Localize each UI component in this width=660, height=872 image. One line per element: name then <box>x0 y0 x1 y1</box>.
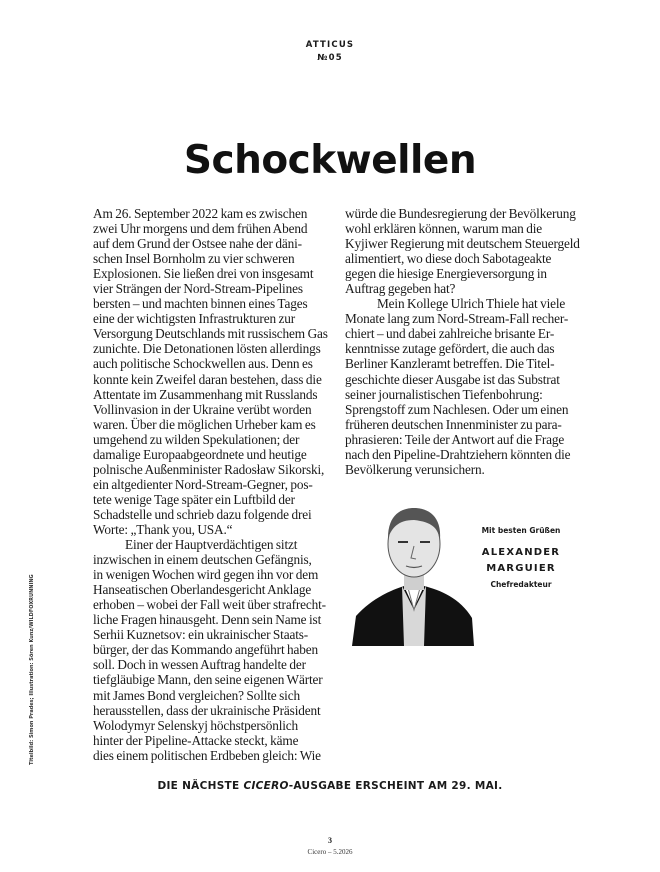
text-line: Kyjiwer Regierung mit deutschem Steuergeld <box>345 236 580 252</box>
text-line: polnische Außenminister Radosław Sikorski, <box>93 461 325 477</box>
text-line: bersten – und machten binnen eines Tages <box>93 296 308 312</box>
text-line: eine der wichtigsten Infrastrukturen zur <box>93 311 296 327</box>
text-line: umgehend zu wilden Spekulationen; der <box>93 431 300 447</box>
text-line: auch politische Schockwellen aus. Denn es <box>93 356 313 372</box>
text-line: Vollinvasion in der Ukraine verübt worden <box>93 401 312 417</box>
announcement-brand: CICERO <box>243 780 289 792</box>
text-line: Monate lang zum Nord-Stream-Fall recher- <box>345 311 569 327</box>
text-line: chiert – und dabei zahlreiche brisante Er- <box>345 326 555 342</box>
article-column-left <box>93 206 335 763</box>
text-line: Einer der Hauptverdächtigen sitzt <box>125 537 298 553</box>
text-line: damalige Europaabgeordnete und heutige <box>93 446 307 462</box>
text-line: auf dem Grund der Ostsee nahe der däni- <box>93 236 302 252</box>
text-line: in wenigen Wochen wird gegen ihn vor dem <box>93 567 319 583</box>
text-line: Auftrag gegeben hat? <box>345 281 456 297</box>
text-line: seiner journalistischen Tiefenbohrung: <box>345 386 543 402</box>
text-line: bürger, der das Kommando angeführt haben <box>93 642 319 658</box>
text-line: phrasieren: Teile der Antwort auf die Frage <box>345 431 565 447</box>
text-line: Schadstelle und schrieb dazu folgende drei <box>93 506 312 522</box>
text-line: inzwischen in einem deutschen Gefängnis, <box>93 552 312 568</box>
image-credit: Titelbild: Simon Prades; Illustration: Sören Kunz/WILDFOXRUNNING <box>29 574 35 765</box>
signature-greeting: Mit besten Grüßen <box>481 526 561 535</box>
signature-last-name: MARGUIER <box>486 563 556 574</box>
next-issue-announcement <box>0 780 660 792</box>
signature-role: Chefredakteur <box>490 580 552 589</box>
issue-label: Cicero – 5.2026 <box>307 848 353 856</box>
text-line: liche Fragen hinausgeht. Denn sein Name ist <box>93 612 322 628</box>
text-line: Berliner Kanzleramt betreffen. Die Titel- <box>345 356 555 372</box>
text-line: hinter der Pipeline-Attacke steckt, käme <box>93 732 299 748</box>
text-line: tiefgläubige Mann, den seine eigenen Wärter <box>93 672 323 688</box>
page-number: 3 <box>328 836 332 845</box>
text-line: Explosionen. Sie ließen drei von insgesamt <box>93 266 314 282</box>
page-title: Schockwellen <box>183 138 477 183</box>
text-line: alimentiert, wo diese doch Sabotageakte <box>345 251 552 267</box>
text-line: zwei Uhr morgens und dem frühen Abend <box>93 221 308 237</box>
text-line: würde die Bundesregierung der Bevölkerung <box>345 206 576 221</box>
text-line: Mein Kollege Ulrich Thiele hat viele <box>377 296 566 312</box>
announcement-post: -AUSGABE ERSCHEINT AM 29. MAI. <box>288 780 503 792</box>
text-line: mit James Bond vergleichen? Sollte sich <box>93 687 300 703</box>
text-line: erhoben – wobei der Fall weit über strafrecht- <box>93 597 326 613</box>
text-line: waren. Über die möglichen Urheber kam es <box>93 416 316 432</box>
text-line: konnte kein Zweifel daran bestehen, dass die <box>93 371 322 387</box>
text-line: Wolodymyr Selenskyj höchstpersönlich <box>93 717 299 733</box>
text-line: dies einem politischen Erdbeben gleich: Wie <box>93 747 321 763</box>
author-portrait-illustration <box>352 498 477 646</box>
text-line: Hanseatischen Oberlandesgericht Anklage <box>93 582 312 598</box>
text-line: Am 26. September 2022 kam es zwischen <box>93 206 308 221</box>
text-line: früheren deutschen Innenminister zu para- <box>345 416 562 432</box>
section-number: №05 <box>317 53 343 63</box>
text-line: Versorgung Deutschlands mit russischem Gas <box>93 326 328 342</box>
text-line: zunichte. Die Detonationen lösten allerdings <box>93 341 321 357</box>
section-label: ATTICUS <box>305 40 355 50</box>
text-line: Sprengstoff zum Nachlesen. Oder um einen <box>345 401 569 417</box>
text-line: kenntnisse zutage gefördert, die auch das <box>345 341 555 357</box>
announcement-pre: DIE NÄCHSTE <box>157 780 244 792</box>
text-line: soll. Doch in wessen Auftrag handelte der <box>93 657 306 673</box>
text-line: Attentate im Zusammenhang mit Russlands <box>93 386 318 402</box>
text-line: vier Strängen der Nord-Stream-Pipelines <box>93 281 303 297</box>
text-line: Bevölkerung verunsichern. <box>345 461 485 477</box>
text-line: Serhii Kuznetsov: ein ukrainischer Staats- <box>93 627 309 643</box>
text-line: schen Insel Bornholm zu vier schweren <box>93 251 295 267</box>
text-line: tete wenige Tage später ein Luftbild der <box>93 491 295 507</box>
article-column-right <box>345 206 593 477</box>
text-line: nach den Pipeline-Drahtziehern könnten die <box>345 446 571 462</box>
text-line: Worte: „Thank you, USA.“ <box>93 521 233 537</box>
signature-first-name: ALEXANDER <box>481 547 561 558</box>
text-line: herausstellen, dass der ukrainische Präsident <box>93 702 321 718</box>
text-line: geschichte dieser Ausgabe ist das Substrat <box>345 371 560 387</box>
text-line: wohl erklären können, warum man die <box>345 221 543 237</box>
text-line: gegen die hiesige Energieversorgung in <box>345 266 547 282</box>
text-line: ein altgedienter Nord-Stream-Gegner, pos- <box>93 476 313 492</box>
